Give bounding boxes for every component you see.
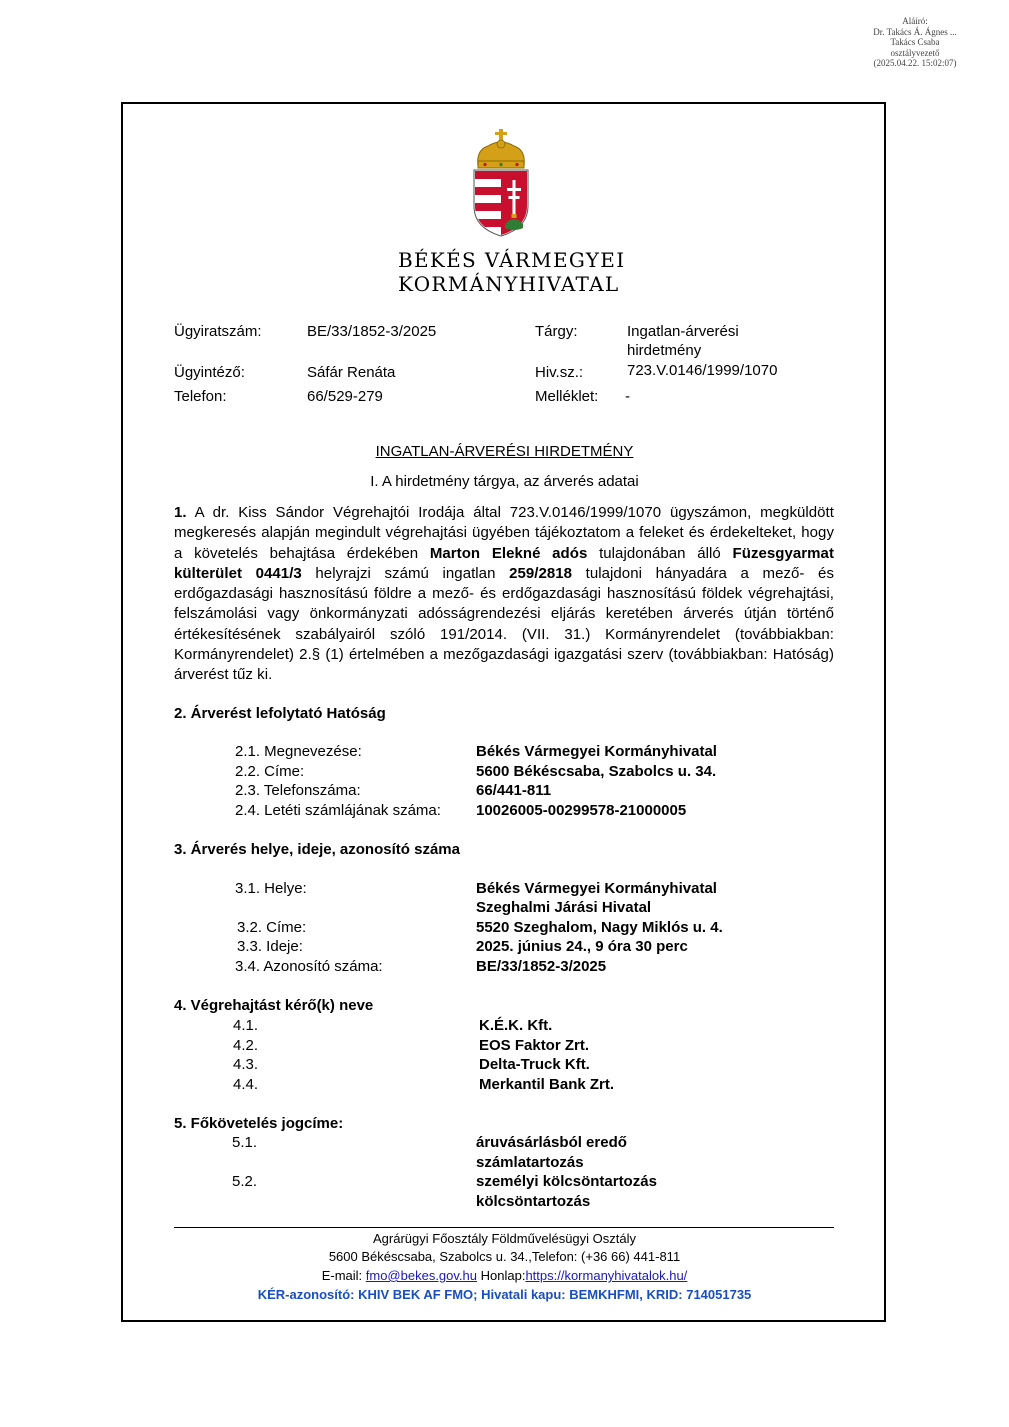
row-value: kölcsöntartozás — [476, 1193, 591, 1210]
stamp-line: Dr. Takács Á. Ágnes ... — [873, 26, 957, 37]
row-value: 66/441-811 — [476, 782, 552, 799]
text-run: tulajdoni hányadára a mező- és erdőgazdasági hasznosítású földre a mező- és erdőgazdasági hasznosítású földek végrehajtási, felszámolási vagy önkormányzati adósságrendezési eljárás keretében árverés útján történő értékesítésének szabályairól szóló 191/2014. (VII. 31.) Kormányrendelet (továbbiakban: Kormányrendelet) 2.§ (1) értelmében a mezőgazdasági igazgatási szerv (továbbiakban: Hatóság) árverést tűz ki. — [174, 564, 834, 684]
row-label: 5.1. — [232, 1134, 258, 1151]
row-value: személyi kölcsöntartozás — [476, 1173, 657, 1190]
stamp-line: Aláíró: — [902, 16, 928, 26]
row-value: áruvásárlásból eredő — [476, 1134, 627, 1151]
office-line: KORMÁNYHIVATAL — [398, 272, 620, 296]
row-value: Békés Vármegyei Kormányhivatal — [476, 743, 717, 760]
row-label: 4.1. — [233, 1017, 259, 1034]
stamp-line: osztályvezető — [890, 47, 940, 58]
handler: Sáfár Renáta — [307, 364, 396, 381]
row-value: 5520 Szeghalom, Nagy Miklós u. 4. — [476, 919, 723, 936]
row-label: 4.4. — [233, 1076, 259, 1093]
row-value: 10026005-00299578-21000005 — [476, 802, 687, 819]
office-line: BÉKÉS VÁRMEGYEI — [398, 248, 626, 272]
stamp-line: Takács Csaba — [890, 37, 940, 47]
attachment-label: Melléklet: — [535, 388, 599, 405]
email-link[interactable]: fmo@bekes.gov.hu — [365, 1268, 478, 1283]
ref-label: Hiv.sz.: — [535, 364, 584, 381]
paragraph-number: 1. — [174, 504, 187, 521]
row-label: 5.2. — [232, 1173, 258, 1190]
website-link[interactable]: https://kormanyhivatalok.hu/ — [525, 1268, 688, 1283]
email-label: E-mail: — [321, 1268, 366, 1283]
section-2-title: 2. Árverést lefolytató Hatóság — [174, 705, 386, 722]
row-label: 2.1. Megnevezése: — [235, 743, 362, 760]
row-value: EOS Faktor Zrt. — [479, 1037, 590, 1054]
row-value: BE/33/1852-3/2025 — [476, 958, 607, 975]
section-4-title: 4. Végrehajtást kérő(k) neve — [174, 997, 374, 1014]
case-no-label: Ügyiratszám: — [174, 323, 262, 340]
text-run: tulajdonában álló — [587, 544, 733, 562]
debtor-name: Marton Elekné adós — [429, 544, 588, 562]
row-label: 2.2. Címe: — [235, 763, 305, 780]
row-label: 2.3. Telefonszáma: — [235, 782, 361, 799]
document-title: INGATLAN-ÁRVERÉSI HIRDETMÉNY — [375, 443, 634, 460]
handler-label: Ügyintéző: — [174, 364, 245, 381]
ownership-share: 259/2818 — [509, 564, 573, 582]
footer-address: 5600 Békéscsaba, Szabolcs u. 34.,Telefon: (+36 66) 441-811 — [328, 1249, 681, 1264]
row-value: 2025. június 24., 9 óra 30 perc — [476, 938, 688, 955]
row-label: 2.4. Letéti számlájának száma: — [235, 802, 441, 819]
row-value: Békés Vármegyei Kormányhivatal — [476, 880, 717, 897]
signature-stamp — [820, 16, 1009, 69]
subject-line: Ingatlan-árverési — [627, 323, 739, 340]
property-location: Füzesgyarmat külterület 0441/3 — [174, 544, 834, 582]
row-value: Delta-Truck Kft. — [479, 1056, 590, 1073]
section-3-title: 3. Árverés helye, ideje, azonosító száma — [174, 841, 460, 858]
row-label: 4.2. — [233, 1037, 259, 1054]
office-name — [398, 248, 626, 296]
stamp-line: (2025.04.22. 15:02:07) — [873, 58, 957, 68]
row-value: Szeghalmi Járási Hivatal — [476, 899, 652, 916]
attachment: - — [625, 388, 630, 405]
phone: 66/529-279 — [307, 388, 383, 405]
web-label: Honlap: — [477, 1268, 526, 1283]
row-value: 5600 Békéscsaba, Szabolcs u. 34. — [476, 763, 717, 780]
footer-contact — [0, 1267, 1009, 1285]
section-5-title: 5. Főkövetelés jogcíme: — [174, 1115, 344, 1132]
case-no: BE/33/1852-3/2025 — [307, 323, 437, 340]
paragraph-1 — [174, 503, 834, 686]
document-subtitle: I. A hirdetmény tárgya, az árverés adatai — [370, 473, 639, 490]
footer-department: Agrárügyi Főosztály Földművelésügyi Osztály — [373, 1231, 636, 1246]
row-value: Merkantil Bank Zrt. — [479, 1076, 615, 1093]
text-run: A dr. Kiss Sándor Végrehajtói Irodája által 723.V.0146/1999/1070 ügyszámon, megküldött megkeresés alapján megindult végrehajtási ügyében tájékoztatom a feleket és érdekelteket, hogy a követelés behajtása érdekében — [174, 504, 834, 562]
subject-line: hirdetmény — [627, 342, 702, 359]
ref-number: 723.V.0146/1999/1070 — [627, 362, 778, 379]
subject-label: Tárgy: — [535, 323, 578, 340]
footer-divider — [174, 1227, 834, 1228]
coat-of-arms-icon — [470, 128, 532, 238]
row-label: 3.4. Azonosító száma: — [235, 958, 383, 975]
row-value: K.É.K. Kft. — [479, 1017, 553, 1034]
text-run: helyrajzi számú ingatlan — [301, 564, 510, 582]
row-label: 3.3. Ideje: — [237, 938, 303, 955]
row-label: 4.3. — [233, 1056, 259, 1073]
footer-identifiers: KÉR-azonosító: KHIV BEK AF FMO; Hivatali kapu: BEMKHFMI, KRID: 714051735 — [257, 1287, 752, 1302]
row-label: 3.1. Helye: — [235, 880, 307, 897]
phone-label: Telefon: — [174, 388, 227, 405]
row-label: 3.2. Címe: — [237, 919, 307, 936]
row-value: számlatartozás — [476, 1154, 584, 1171]
